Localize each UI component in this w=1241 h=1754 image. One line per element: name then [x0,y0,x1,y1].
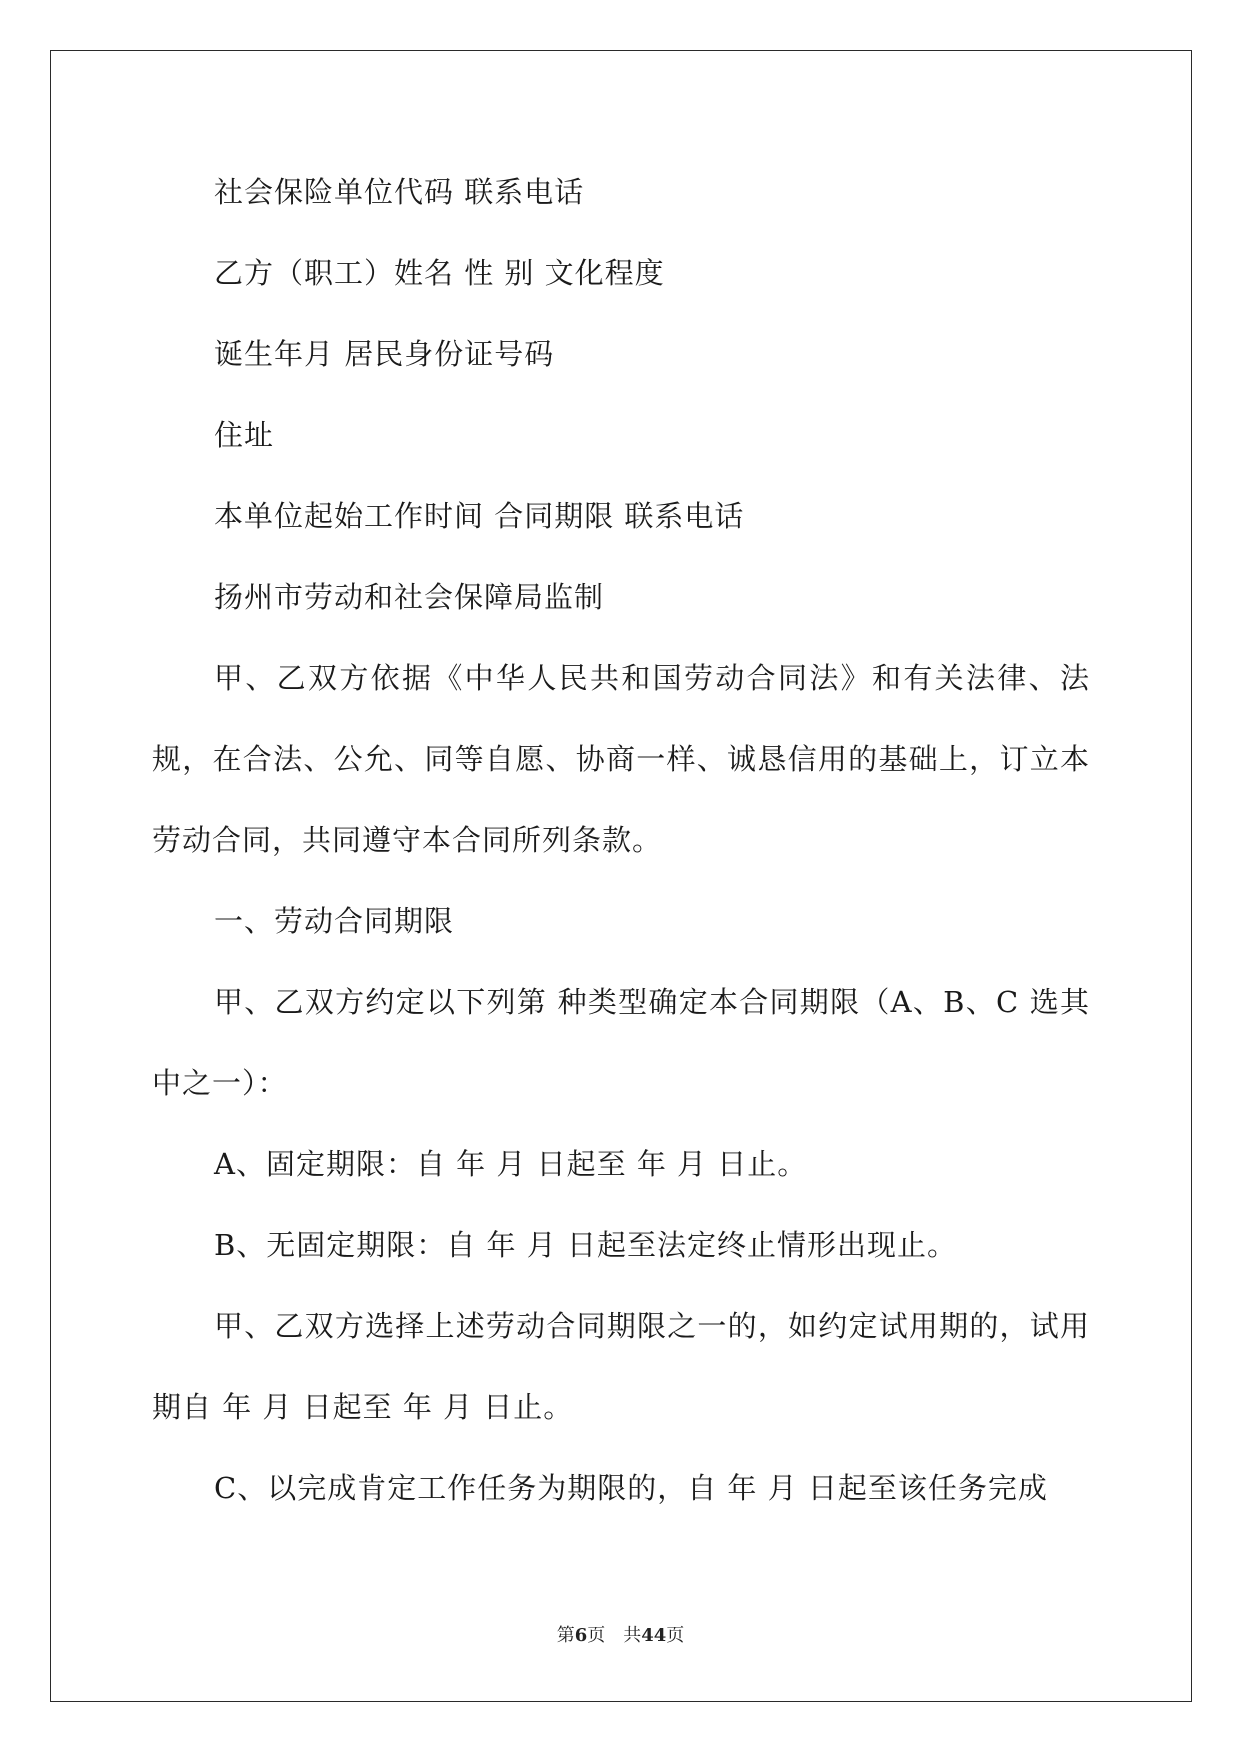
paragraph-probation: 甲、乙双方选择上述劳动合同期限之一的，如约定试用期的，试用期自 年 月 日起至 年 月 日止。 [152,1309,1090,1424]
paragraph-social-insurance-code: 社会保险单位代码 联系电话 [214,175,585,209]
paragraph-address: 住址 [214,418,275,452]
document-body [152,152,1090,1529]
footer-suffix: 页 [666,1625,685,1646]
footer-total-pages: 44 [641,1625,667,1646]
paragraph-issuer: 扬州市劳动和社会保障局监制 [214,580,605,614]
paragraph-option-b: B、无固定期限：自 年 月 日起至法定终止情形出现止。 [214,1228,957,1262]
paragraph-option-a: A、固定期限：自 年 月 日起至 年 月 日止。 [214,1147,808,1181]
footer-prefix: 第 [556,1625,575,1646]
section-heading-contract-term: 一、劳动合同期限 [214,904,455,938]
paragraph-start-date: 本单位起始工作时间 合同期限 联系电话 [214,499,745,533]
page-footer [0,1621,1241,1647]
paragraph-employee-info: 乙方（职工）姓名 性 别 文化程度 [214,256,665,290]
paragraph-birth-id: 诞生年月 居民身份证号码 [214,337,555,371]
paragraph-term-type: 甲、乙双方约定以下列第 种类型确定本合同期限（A、B、C 选其中之一）： [152,985,1090,1100]
paragraph-option-c: C、以完成肯定工作任务为期限的，自 年 月 日起至该任务完成 [214,1471,1048,1505]
footer-middle: 页 共 [587,1625,642,1646]
footer-page-number: 6 [574,1625,588,1646]
paragraph-preamble: 甲、乙双方依据《中华人民共和国劳动合同法》和有关法律、法规，在合法、公允、同等自愿、协商一样、诚恳信用的基础上，订立本劳动合同，共同遵守本合同所列条款。 [152,661,1090,857]
